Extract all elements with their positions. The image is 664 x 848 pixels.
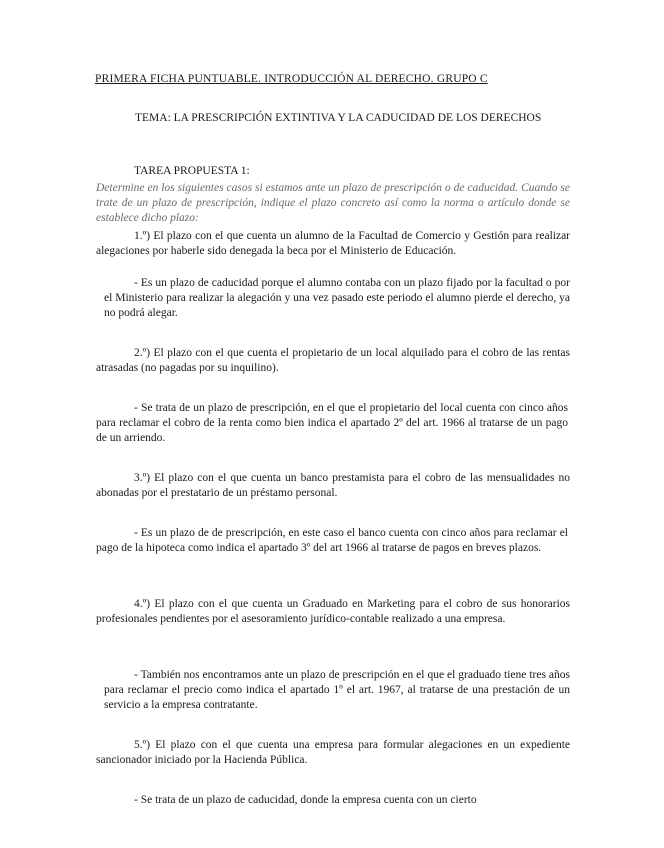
- question-3: 3.º) El plazo con el que cuenta un banco prestamista para el cobro de las mensualidades no abonadas por el prestatario de un préstamo personal.: [96, 472, 570, 499]
- answer-2: - Se trata de un plazo de prescripción, en el que el propietario del local cuenta con cinco años para reclamar el cobro de la renta como bien indica el apartado 2º del art. 1966 al tratarse de un pago de un arriendo.: [96, 402, 568, 444]
- task-heading: TAREA PROPUESTA 1:: [134, 165, 250, 177]
- question-2: 2.º) El plazo con el que cuenta el propietario de un local alquilado para el cobro de las rentas atrasadas (no pagadas por su inquilino).: [96, 347, 570, 374]
- question-5: 5.º) El plazo con el que cuenta una empresa para formular alegaciones en un expediente sancionador iniciado por la Hacienda Pública.: [96, 739, 570, 766]
- answer-1: - Es un plazo de caducidad porque el alumno contaba con un plazo fijado por la facultad o por el Ministerio para realizar la alegación y una vez pasado este periodo el alumno pierde el derecho, ya no podrá alegar.: [104, 277, 570, 319]
- answer-4: - También nos encontramos ante un plazo de prescripción en el que el graduado tiene tres años para reclamar el precio como indica el apartado 1º el art. 1967, al tratarse de una prestación de un servicio a la empresa contratante.: [104, 669, 570, 711]
- answer-3: - Es un plazo de de prescripción, en este caso el banco cuenta con cinco años para reclamar el pago de la hipoteca como indica el apartado 3º del art 1966 al tratarse de pagos en breves plazos.: [96, 527, 568, 554]
- topic-title: TEMA: LA PRESCRIPCIÓN EXTINTIVA Y LA CADUCIDAD DE LOS DERECHOS: [135, 112, 542, 124]
- question-1: 1.º) El plazo con el que cuenta un alumno de la Facultad de Comercio y Gestión para realizar alegaciones por haberle sido denegada la beca por el Ministerio de Educación.: [96, 230, 570, 257]
- answer-5: - Se trata de un plazo de caducidad, donde la empresa cuenta con un cierto: [134, 794, 477, 806]
- task-instructions: Determine en los siguientes casos si estamos ante un plazo de prescripción o de caducidad. Cuando se trate de un plazo de prescripción, indique el plazo concreto así como la norma o artículo donde se establece dicho plazo:: [96, 182, 570, 224]
- question-4: 4.º) El plazo con el que cuenta un Graduado en Marketing para el cobro de sus honorarios profesionales pendientes por el asesoramiento jurídico-contable realizado a una empresa.: [96, 598, 570, 625]
- document-header: PRIMERA FICHA PUNTUABLE. INTRODUCCIÓN AL DERECHO. GRUPO C: [95, 73, 488, 85]
